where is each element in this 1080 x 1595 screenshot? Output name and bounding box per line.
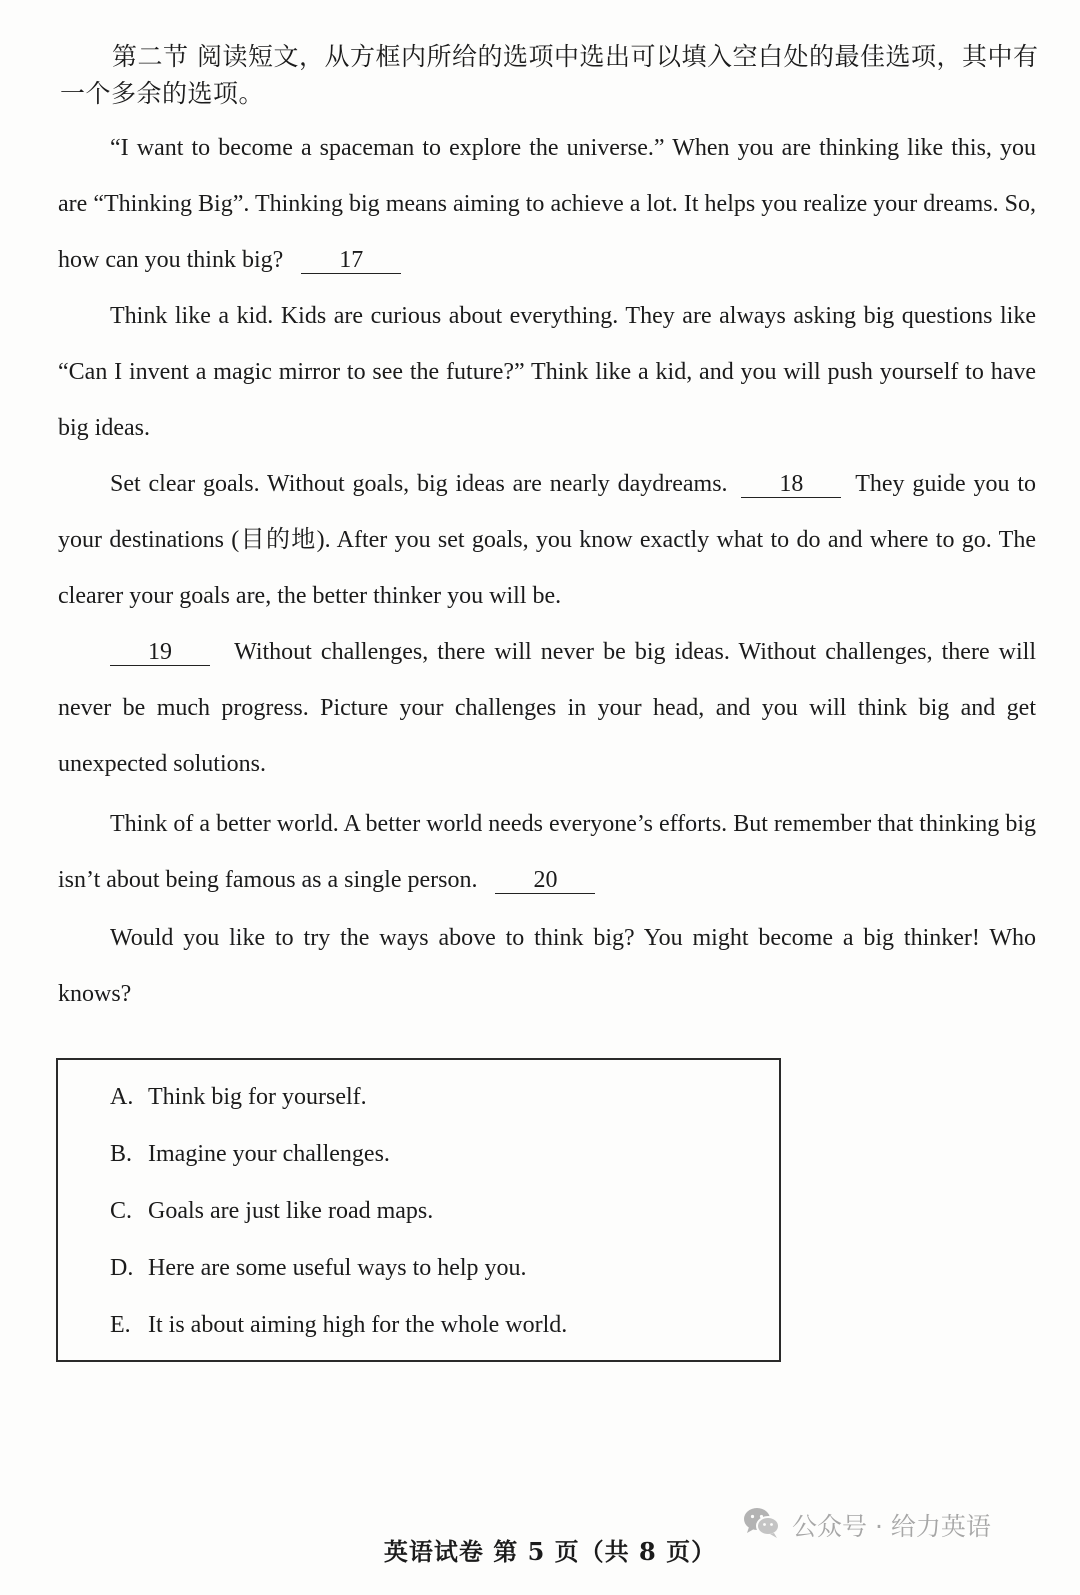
option-b [110,1139,390,1169]
page-footer: 英语试卷 第 5 页（共 8 页） [383,1537,717,1566]
paragraph-text-before-blank: Set clear goals. Without goals, big ideas are nearly daydreams. [110,471,728,497]
option-text: Here are some useful ways to help you. [148,1255,527,1281]
passage-paragraph-5 [58,796,1036,908]
paragraph-text: Would you like to try the ways above to think big? You might become a big thinker! Who knows? [58,925,1036,1007]
option-text: It is about aiming high for the whole world. [148,1312,568,1338]
option-text: Imagine your challenges. [148,1141,390,1167]
option-c [110,1196,433,1226]
passage-paragraph-3 [58,456,1036,624]
passage-paragraph-6 [58,910,1036,1022]
section-heading: 第二节 阅读短文，从方框内所给的选项中选出可以填入空白处的最佳选项，其中有一个多余的选项。 [60,42,1039,108]
blank-19: 19 [110,639,210,666]
option-a [110,1082,367,1112]
option-e [110,1310,567,1340]
paragraph-text: Think of a better world. A better world needs everyone’s efforts. But remember that thinking big isn’t about being famous as a single person. [58,811,1036,893]
blank-20: 20 [495,867,595,894]
blank-17: 17 [301,247,401,274]
option-letter: E. [110,1312,131,1338]
option-letter: B. [110,1141,133,1167]
paragraph-text: Without challenges, there will never be big ideas. Without challenges, there will never be much progress. Picture your challenges in your head, and you will think big and get unexpected solutions. [58,639,1037,777]
option-text: Think big for yourself. [148,1084,367,1110]
blank-18: 18 [741,471,841,498]
paragraph-text-after-blank: They guide you to your destinations (目的地). After you set goals, you know exactly what to do and where to go. The clearer your goals are, the better thinker you will be. [58,471,1037,609]
watermark-text: 公众号 · 给力英语 [792,1512,991,1541]
passage-paragraph-1 [58,120,1036,288]
paragraph-text: Think like a kid. Kids are curious about everything. They are always asking big questions like “Can I invent a magic mirror to see the future?” Think like a kid, and you will push yourself to have big ideas. [58,303,1036,441]
option-letter: A. [110,1084,134,1110]
option-letter: C. [110,1198,133,1224]
option-text: Goals are just like road maps. [148,1198,434,1224]
passage-paragraph-2 [58,288,1036,456]
option-d [110,1253,527,1283]
option-letter: D. [110,1255,134,1281]
paragraph-text: “I want to become a spaceman to explore the universe.” When you are thinking like this, you are “Thinking Big”. Thinking big means aiming to achieve a lot. It helps you realize your dreams. So, how can you think big? [58,135,1036,273]
options-box [56,1058,781,1362]
passage-paragraph-4 [58,624,1036,792]
